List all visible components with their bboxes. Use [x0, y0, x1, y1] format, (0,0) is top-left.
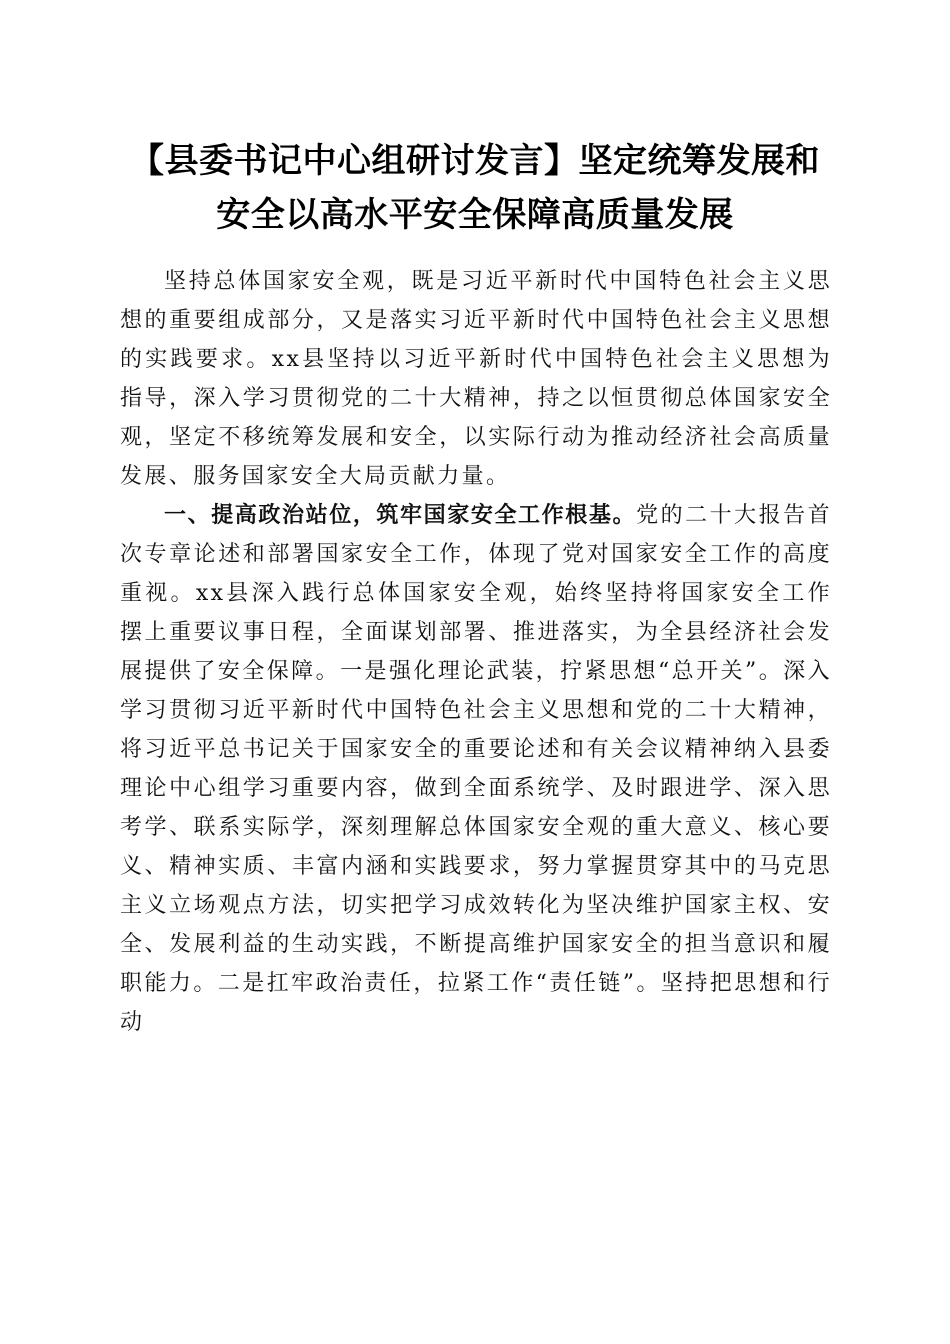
paragraph-intro [120, 262, 832, 496]
title-line-2: 安全以高水平安全保障高质量发展 [216, 195, 734, 235]
paragraph-text: 坚持总体国家安全观，既是习近平新时代中国特色社会主义思想的重要组成部分，又是落实习近平新时代中国特色社会主义思想的实践要求。xx县坚持以习近平新时代中国特色社会主义思想为指导，深入学习贯彻党的二十大精神，持之以恒贯彻总体国家安全观，坚定不移统筹发展和安全，以实际行动为推动经济社会高质量发展、服务国家安全大局贡献力量。 [120, 269, 832, 489]
section-heading: 一、提高政治站位，筑牢国家安全工作根基。 [164, 503, 637, 528]
paragraph-section-1 [120, 496, 832, 1042]
paragraph-text: 党的二十大报告首次专章论述和部署国家安全工作，体现了党对国家安全工作的高度重视。xx县深入践行总体国家安全观，始终坚持将国家安全工作摆上重要议事日程，全面谋划部署、推进落实，为全县经济社会发展提供了安全保障。一是强化理论武装，拧紧思想“总开关”。深入学习贯彻习近平新时代中国特色社会主义思想和党的二十大精神，将习近平总书记关于国家安全的重要论述和有关会议精神纳入县委理论中心组学习重要内容，做到全面系统学、及时跟进学、深入思考学、联系实际学，深刻理解总体国家安全观的重大意义、核心要义、精神实质、丰富内涵和实践要求，努力掌握贯穿其中的马克思主义立场观点方法，切实把学习成效转化为坚决维护国家主权、安全、发展利益的生动实践，不断提高维护国家安全的担当意识和履职能力。二是扛牢政治责任，拉紧工作“责任链”。坚持把思想和行动 [120, 503, 832, 1035]
document-body [120, 262, 832, 1042]
document-title [100, 134, 850, 242]
title-line-1: 【县委书记中心组研讨发言】坚定统筹发展和 [130, 141, 820, 181]
